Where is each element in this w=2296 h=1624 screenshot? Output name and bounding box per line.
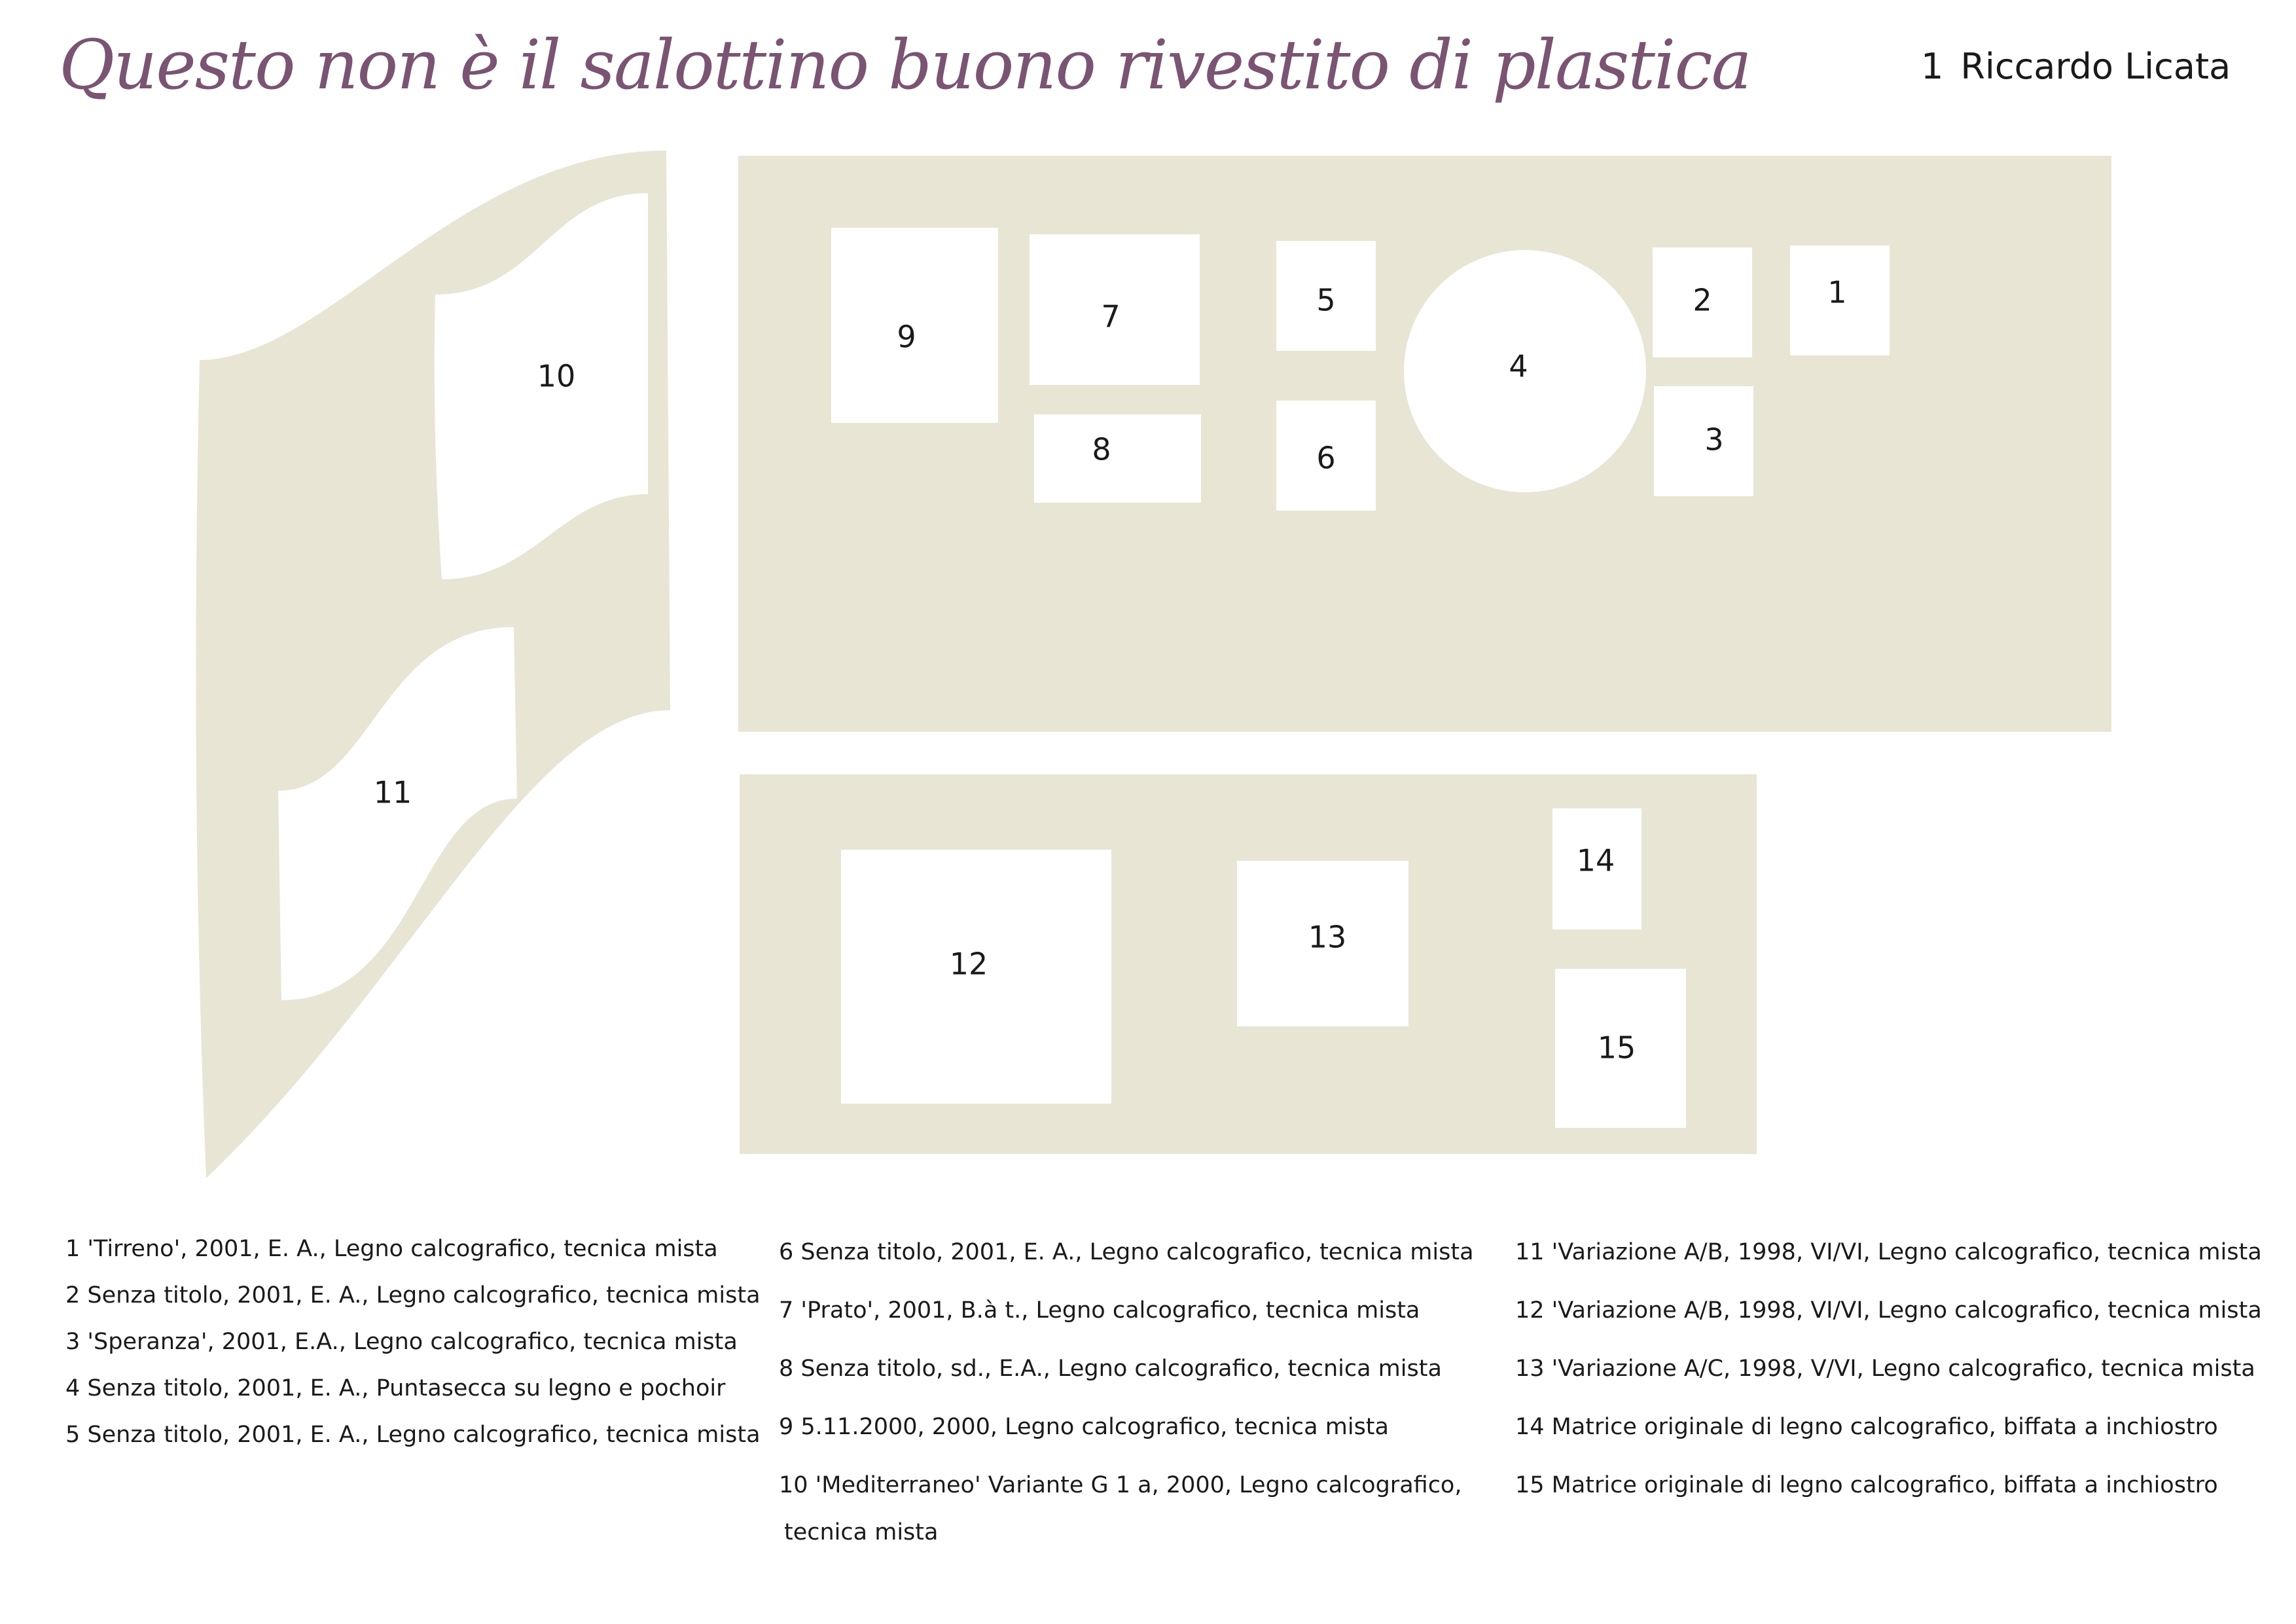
artwork-11-number: 11 [373,774,412,810]
artwork-9-number: 9 [897,319,916,355]
artwork-6-number: 6 [1316,440,1336,476]
legend-item: 7 'Prato', 2001, B.à t., Legno calcografico, tecnica mista [779,1297,1420,1324]
artwork-2-number: 2 [1693,282,1712,318]
legend-item: 12 'Variazione A/B, 1998, VI/VI, Legno calcografico, tecnica mista [1515,1297,2262,1324]
legend-item: 5 Senza titolo, 2001, E. A., Legno calcografico, tecnica mista [65,1422,761,1448]
artwork-12-number: 12 [949,946,988,982]
artwork-1-number: 1 [1827,274,1847,310]
legend-item: 11 'Variazione A/B, 1998, VI/VI, Legno calcografico, tecnica mista [1515,1239,2262,1265]
artwork-8 [1034,414,1201,503]
legend-item: 6 Senza titolo, 2001, E. A., Legno calcografico, tecnica mista [779,1239,1474,1265]
legend-column-1 [65,1236,761,1468]
artwork-15-number: 15 [1597,1030,1636,1066]
artwork-14-number: 14 [1576,842,1615,878]
page-title: Questo non è il salottino buono rivestito di plastica [59,25,1751,105]
legend-item: 14 Matrice originale di legno calcografico, biffata a inchiostro [1515,1414,2218,1440]
legend-item: 2 Senza titolo, 2001, E. A., Legno calcografico, tecnica mista [65,1282,761,1308]
legend-column-2 [779,1239,1474,1545]
legend-column-3 [1515,1239,2262,1530]
artist-name: Riccardo Licata [1960,46,2231,87]
artwork-7-number: 7 [1101,298,1121,334]
legend-item: 9 5.11.2000, 2000, Legno calcografico, tecnica mista [779,1414,1389,1440]
artwork-5-number: 5 [1316,282,1336,318]
legend-item: 15 Matrice originale di legno calcografico, biffata a inchiostro [1515,1472,2218,1498]
artwork-13-number: 13 [1308,919,1347,955]
room-number: 1 [1921,46,1944,87]
legend-item: 3 'Speranza', 2001, E.A., Legno calcografico, tecnica mista [65,1329,738,1355]
artwork-10-number: 10 [537,358,576,394]
artwork-3-number: 3 [1704,422,1724,458]
artwork-3 [1654,386,1753,496]
legend-item-continuation: tecnica mista [784,1519,939,1545]
artwork-4-number: 4 [1509,348,1528,384]
legend-item-text: 10 'Mediterraneo' Variante G 1 a, 2000, Legno calcografico, [779,1472,1462,1498]
legend-item: 8 Senza titolo, sd., E.A., Legno calcografico, tecnica mista [779,1356,1442,1382]
legend-item [779,1472,1474,1545]
legend-item: 13 'Variazione A/C, 1998, V/VI, Legno calcografico, tecnica mista [1515,1356,2255,1382]
legend-item: 1 'Tirreno', 2001, E. A., Legno calcografico, tecnica mista [65,1236,718,1262]
artwork-8-number: 8 [1092,431,1111,467]
legend-item: 4 Senza titolo, 2001, E. A., Puntasecca su legno e pochoir [65,1375,726,1401]
